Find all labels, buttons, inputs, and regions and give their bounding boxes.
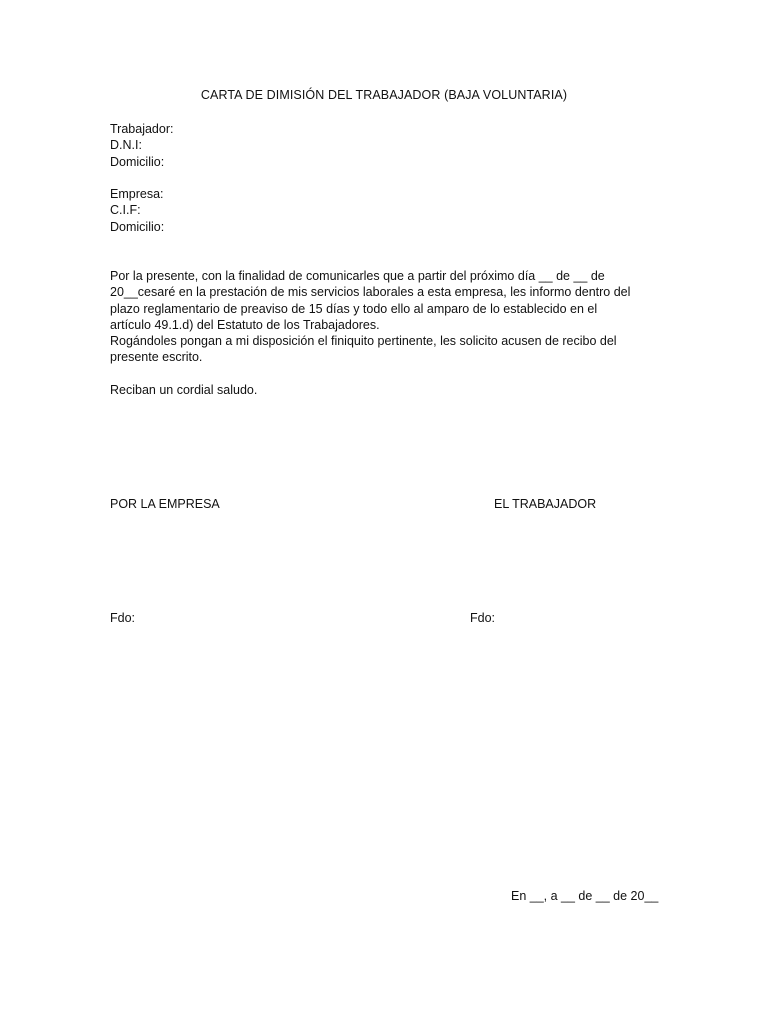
- worker-signature-heading: EL TRABAJADOR: [494, 497, 597, 511]
- company-block: [110, 186, 164, 235]
- company-cif-label: C.I.F:: [110, 203, 141, 218]
- worker-address-label: Domicilio:: [110, 154, 165, 169]
- letter-body: [110, 268, 670, 366]
- company-address-label: Domicilio:: [110, 219, 165, 234]
- body-line: presente escrito.: [110, 350, 203, 365]
- place-date-line: En __, a __ de __ de 20__: [511, 889, 659, 903]
- company-label: Empresa:: [110, 187, 164, 201]
- company-signature-heading: POR LA EMPRESA: [110, 497, 220, 511]
- worker-dni-label: D.N.I:: [110, 138, 142, 153]
- worker-block: [110, 121, 173, 170]
- worker-signed-label: Fdo:: [470, 611, 496, 625]
- worker-label: Trabajador:: [110, 122, 174, 136]
- body-line: Rogándoles pongan a mi disposición el finiquito pertinente, les solicito acusen de recibo del: [110, 334, 617, 349]
- closing-greeting: Reciban un cordial saludo.: [110, 383, 258, 397]
- document-title: CARTA DE DIMISIÓN DEL TRABAJADOR (BAJA VOLUNTARIA): [200, 88, 568, 102]
- company-signed-label: Fdo:: [110, 611, 136, 625]
- body-line: 20__cesaré en la prestación de mis servicios laborales a esta empresa, les informo dentro del: [110, 285, 631, 300]
- body-line: artículo 49.1.d) del Estatuto de los Trabajadores.: [110, 317, 380, 332]
- body-line: Por la presente, con la finalidad de comunicarles que a partir del próximo día __ de __ de: [110, 269, 605, 283]
- body-line: plazo reglamentario de preaviso de 15 días y todo ello al amparo de lo establecido en el: [110, 301, 598, 316]
